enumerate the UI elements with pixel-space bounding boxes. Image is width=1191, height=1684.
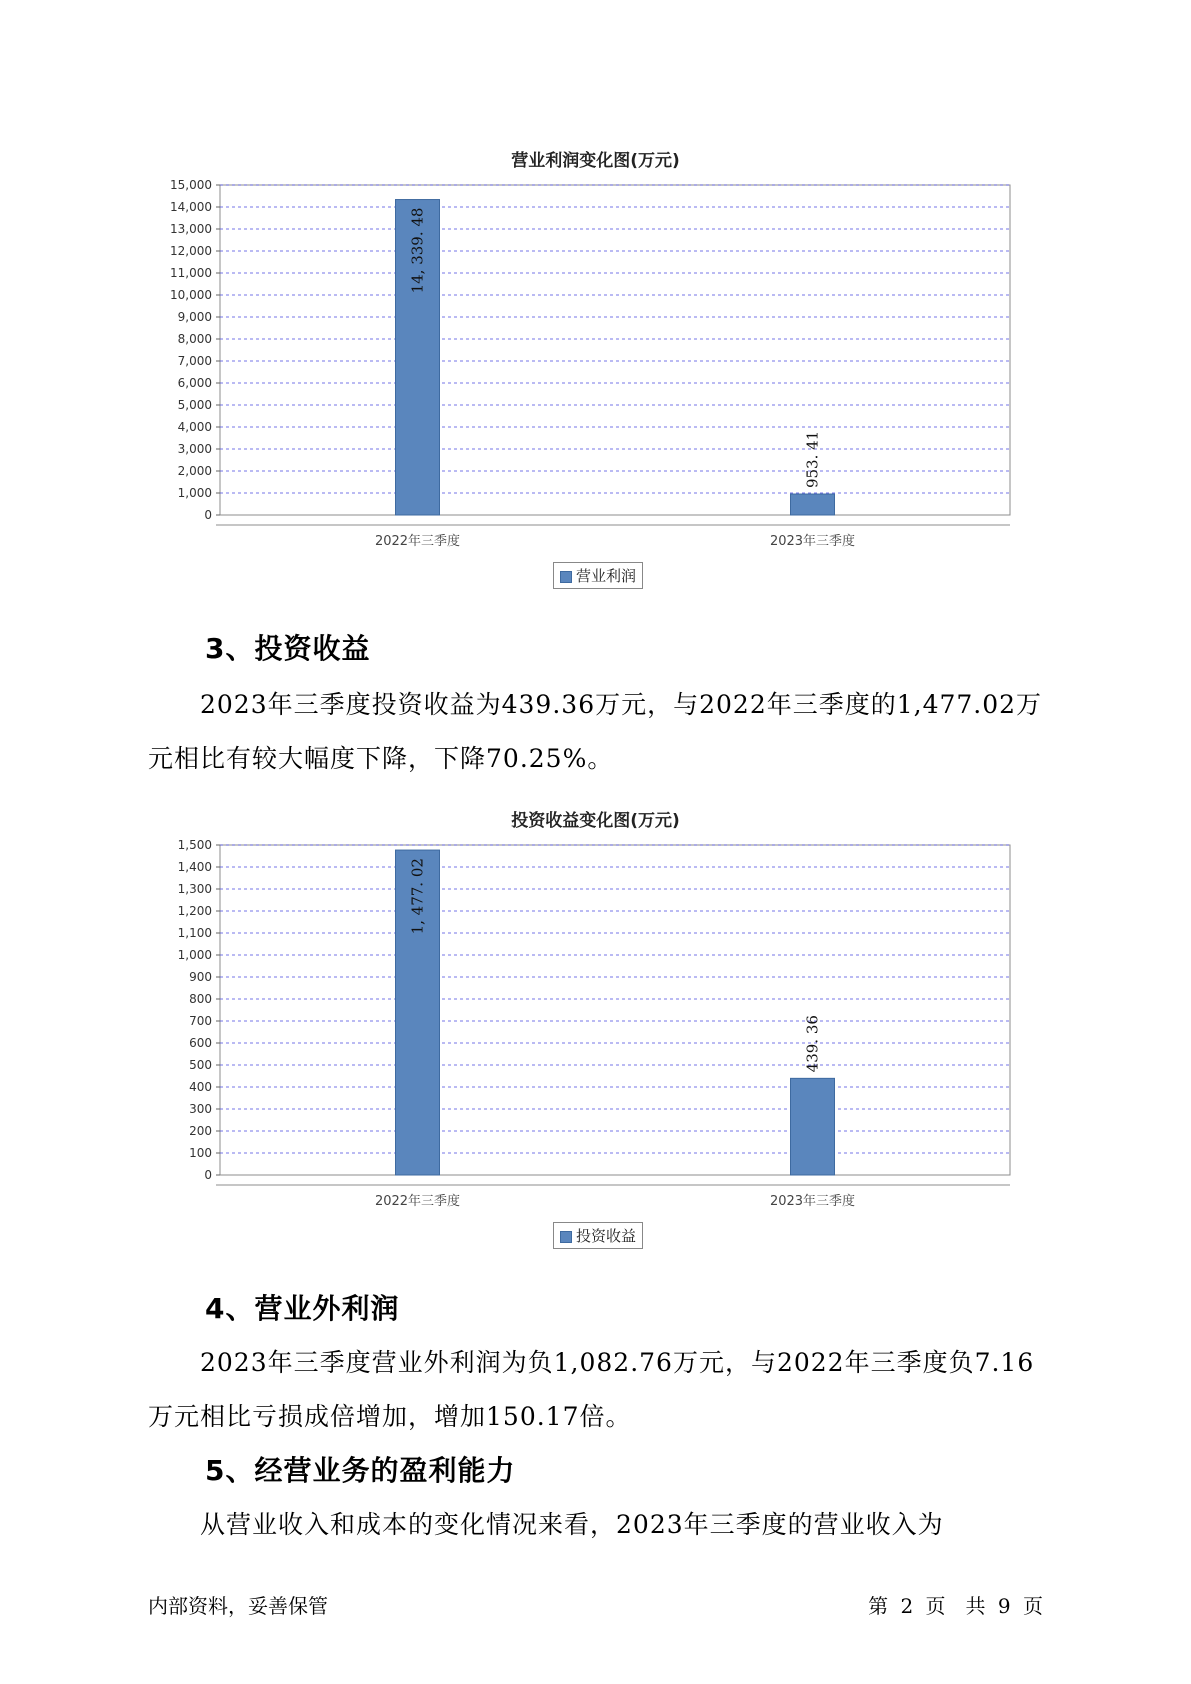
y-tick-label: 200 [189,1124,212,1138]
y-tick-label: 500 [189,1058,212,1072]
section-5-line-1: 从营业收入和成本的变化情况来看，2023年三季度的营业收入为 [200,1510,944,1539]
chart2-legend [553,1222,643,1249]
x-tick-label: 2023年三季度 [769,1194,856,1209]
y-tick-label: 5,000 [177,398,212,412]
chart2-title: 投资收益变化图(万元) [511,811,680,831]
y-tick-label: 900 [189,970,212,984]
y-tick-label: 7,000 [177,354,212,368]
y-tick-label: 700 [189,1014,212,1028]
plot-area [220,845,1010,1175]
y-tick-label: 1,000 [177,486,212,500]
y-tick-label: 8,000 [177,332,212,346]
y-tick-label: 0 [204,1168,212,1182]
section-4-line-2: 万元相比亏损成倍增加，增加150.17倍。 [148,1402,632,1431]
y-tick-label: 10,000 [170,288,212,302]
y-tick-label: 4,000 [177,420,212,434]
bar [791,1078,835,1175]
section-3-heading: 3、投资收益 [205,632,371,665]
y-tick-label: 800 [189,992,212,1006]
y-tick-label: 1,000 [177,948,212,962]
x-tick-label: 2022年三季度 [374,534,461,549]
chart2-legend-label: 投资收益 [576,1227,637,1245]
section-4-heading: 4、营业外利润 [205,1292,400,1325]
y-tick-label: 1,200 [177,904,212,918]
section-4-paragraph [148,1336,1048,1444]
bar [791,494,835,515]
y-tick-label: 1,300 [177,882,212,896]
x-tick-label: 2022年三季度 [374,1194,461,1209]
x-tick-label: 2023年三季度 [769,534,856,549]
section-4-line-1: 2023年三季度营业外利润为负1,082.76万元，与2022年三季度负7.16 [200,1348,1035,1377]
operating-profit-chart [0,170,1191,590]
y-tick-label: 6,000 [177,376,212,390]
y-tick-label: 11,000 [170,266,212,280]
data-label: 439. 36 [803,1015,822,1073]
chart1-title: 营业利润变化图(万元) [511,151,680,171]
y-tick-label: 100 [189,1146,212,1160]
footer-page-number: 第 2 页 共 9 页 [868,1594,1043,1618]
section-5-paragraph [148,1498,1048,1552]
data-label: 14, 339. 48 [408,207,427,294]
legend-swatch [560,1231,572,1243]
y-tick-label: 3,000 [177,442,212,456]
legend-swatch [560,571,572,583]
y-tick-label: 9,000 [177,310,212,324]
data-label: 1, 477. 02 [408,858,427,935]
investment-income-chart [0,830,1191,1250]
y-tick-label: 300 [189,1102,212,1116]
plot-area [220,185,1010,515]
y-tick-label: 12,000 [170,244,212,258]
y-tick-label: 1,100 [177,926,212,940]
y-tick-label: 400 [189,1080,212,1094]
footer-confidential-note: 内部资料，妥善保管 [148,1594,328,1618]
data-label: 953. 41 [803,430,822,489]
chart1-legend-label: 营业利润 [576,567,637,585]
section-3-paragraph [148,678,1048,786]
y-tick-label: 14,000 [170,200,212,214]
y-tick-label: 13,000 [170,222,212,236]
section-5-heading: 5、经营业务的盈利能力 [205,1454,516,1487]
y-tick-label: 2,000 [177,464,212,478]
y-tick-label: 1,500 [177,838,212,852]
y-tick-label: 0 [204,508,212,522]
y-tick-label: 15,000 [170,178,212,192]
section-3-line-2: 元相比有较大幅度下降，下降70.25%。 [148,744,614,773]
y-tick-label: 1,400 [177,860,212,874]
y-tick-label: 600 [189,1036,212,1050]
section-3-line-1: 2023年三季度投资收益为439.36万元，与2022年三季度的1,477.02万 [200,690,1043,719]
chart1-legend [553,562,643,589]
